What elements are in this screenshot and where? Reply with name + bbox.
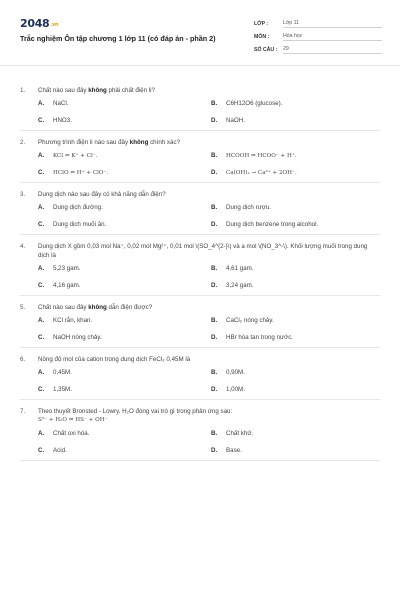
question-block (20, 79, 380, 131)
answer-option[interactable] (211, 334, 380, 341)
option-letter: A. (38, 152, 45, 159)
question-text-part: Phương trình điện li nào sau đây (38, 139, 130, 146)
answer-option[interactable] (211, 282, 380, 289)
answer-option[interactable] (38, 430, 211, 437)
option-letter: A. (38, 100, 45, 107)
answer-options (38, 204, 380, 228)
question-block (20, 400, 380, 461)
option-text: HNO3. (53, 117, 72, 124)
option-letter: A. (38, 369, 45, 376)
option-letter: D. (211, 447, 218, 454)
answer-option[interactable] (38, 386, 211, 393)
option-text: 3,24 gam. (226, 282, 254, 289)
question-block (20, 296, 380, 348)
question-text-part: Dung dịch X gồm 0,03 mol Na⁺, 0,02 mol Mg²⁺, 0,01 mol \(SO_4^{2-}\) và a mol \(NO_3^-\). Khối lượng muối trong dung dịch là (38, 243, 368, 259)
option-text: HClO ⇌ H⁺ + ClO⁻. (53, 170, 109, 176)
question-text (38, 138, 380, 147)
answer-option[interactable] (38, 369, 211, 376)
question-text-part: Theo thuyết Bronsted - Lowry, H₂O đóng vai trò gì trong phản ứng sau: (38, 408, 233, 415)
option-text: NaOH nóng chảy. (53, 334, 102, 341)
meta-label: LỚP : (254, 20, 269, 27)
option-text: HCOOH ⇌ HCOO⁻ + H⁺. (226, 153, 297, 159)
site-logo[interactable] (20, 17, 58, 30)
answer-option[interactable] (211, 100, 380, 107)
option-text: HBr hòa tan trong nước. (226, 334, 294, 341)
option-text: Base. (226, 447, 242, 454)
option-letter: C. (38, 169, 45, 176)
question-text-part: chính xác? (148, 139, 181, 146)
answer-option[interactable] (38, 221, 211, 228)
question-text (38, 407, 380, 416)
answer-option[interactable] (211, 152, 380, 159)
answer-options (38, 265, 380, 289)
option-letter: A. (38, 265, 45, 272)
option-letter: C. (38, 386, 45, 393)
meta-row-count (254, 43, 382, 56)
answer-option[interactable] (211, 430, 380, 437)
answer-option[interactable] (38, 152, 211, 159)
option-letter: B. (211, 265, 218, 272)
meta-label: SỐ CÂU : (254, 46, 278, 53)
question-block (20, 183, 380, 235)
answer-options (38, 152, 380, 176)
option-letter: B. (211, 204, 218, 211)
question-text-part: phải chất điện li? (106, 87, 155, 94)
answer-options (38, 317, 380, 341)
option-letter: A. (38, 430, 45, 437)
question-text-part: Chất nào sau đây (38, 304, 89, 311)
option-letter: B. (211, 317, 218, 324)
question-text-part: Nồng độ mol của cation trong dung dịch FeCl₃ 0,45M là (38, 356, 191, 363)
question-number: 1. (20, 87, 26, 94)
option-letter: B. (211, 369, 218, 376)
answer-option[interactable] (211, 169, 380, 176)
option-letter: C. (38, 221, 45, 228)
answer-option[interactable] (38, 204, 211, 211)
option-text: 0,90M. (226, 369, 245, 376)
option-text: Dung dịch benzene trong alcohol. (226, 221, 319, 228)
question-block (20, 235, 380, 296)
meta-value: 29 (283, 45, 382, 54)
meta-info (254, 17, 382, 56)
option-text: 1,35M. (53, 386, 72, 393)
question-text (38, 86, 380, 95)
option-text: Ca(OH)₂ → Ca²⁺ + 2OH⁻. (226, 170, 297, 176)
worksheet-header (0, 0, 400, 66)
option-letter: D. (211, 117, 218, 124)
question-number: 5. (20, 304, 26, 311)
question-number: 3. (20, 191, 26, 198)
answer-option[interactable] (211, 369, 380, 376)
meta-label: MÔN : (254, 33, 270, 40)
option-text: Chất khử. (226, 430, 254, 437)
answer-options (38, 369, 380, 393)
option-letter: B. (211, 430, 218, 437)
option-text: CaCl₂ nóng chảy. (226, 317, 274, 324)
question-number: 7. (20, 408, 26, 415)
option-text: NaOH. (226, 117, 245, 124)
answer-options (38, 100, 380, 124)
answer-option[interactable] (38, 169, 211, 176)
answer-option[interactable] (211, 317, 380, 324)
logo-text: 2048 (20, 17, 50, 30)
option-text: NaCl. (53, 100, 69, 107)
option-text: C6H12O6 (glucose). (226, 100, 283, 107)
option-letter: C. (38, 447, 45, 454)
option-letter: C. (38, 334, 45, 341)
option-text: Dung dịch rượu. (226, 204, 272, 211)
question-text (38, 242, 380, 260)
answer-option[interactable] (38, 100, 211, 107)
question-block (20, 348, 380, 400)
question-emphasis: không (88, 304, 107, 311)
question-list (0, 66, 400, 461)
question-emphasis: không (129, 139, 149, 146)
option-text: 0,45M. (53, 369, 72, 376)
question-number: 6. (20, 356, 26, 363)
meta-row-subject (254, 30, 382, 43)
option-text: Dung dịch muối ăn. (53, 221, 107, 228)
option-text: 4,61 gam. (226, 265, 254, 272)
option-letter: A. (38, 204, 45, 211)
document-title: Trắc nghiệm Ôn tập chương 1 lớp 11 (có đáp án - phần 2) (20, 34, 216, 43)
option-text: 5,23 gam. (53, 265, 81, 272)
answer-option[interactable] (211, 117, 380, 124)
question-block (20, 131, 380, 183)
option-letter: A. (38, 317, 45, 324)
answer-option[interactable] (211, 447, 380, 454)
option-letter: D. (211, 169, 218, 176)
option-letter: C. (38, 282, 45, 289)
answer-option[interactable] (38, 334, 211, 341)
answer-option[interactable] (211, 204, 380, 211)
question-text (38, 355, 380, 364)
question-number: 2. (20, 139, 26, 146)
option-text: KCl rắn, khan. (53, 317, 93, 324)
option-text: 4,16 gam. (53, 282, 81, 289)
meta-value: Hóa học (283, 32, 382, 41)
option-letter: C. (38, 117, 45, 124)
logo-suffix: .vn (50, 22, 59, 28)
answer-option[interactable] (211, 221, 380, 228)
option-text: Acid. (53, 447, 67, 454)
option-letter: D. (211, 282, 218, 289)
option-letter: D. (211, 386, 218, 393)
question-text (38, 303, 380, 312)
answer-option[interactable] (38, 317, 211, 324)
meta-row-class (254, 17, 382, 30)
answer-option[interactable] (38, 265, 211, 272)
option-text: Chất oxi hóa. (53, 430, 90, 437)
question-text (38, 190, 380, 199)
question-emphasis: không (88, 87, 107, 94)
answer-option[interactable] (38, 117, 211, 124)
meta-value: Lớp 11 (283, 19, 382, 28)
option-text: 1,00M. (226, 386, 245, 393)
answer-options (38, 430, 380, 454)
option-letter: D. (211, 221, 218, 228)
question-text-part: Chất nào sau đây (38, 87, 89, 94)
question-text-part: dẫn điện được? (106, 304, 153, 311)
option-text: Dung dịch đường. (53, 204, 103, 211)
answer-option[interactable] (38, 282, 211, 289)
option-letter: D. (211, 334, 218, 341)
question-text-part: Dung dịch nào sau đây có khả năng dẫn điện? (38, 191, 166, 198)
reaction-equation: S²⁻ + H₂O ⇌ HS⁻ + OH⁻ (38, 417, 108, 423)
option-text: KCl ⇌ K⁺ + Cl⁻. (53, 153, 98, 159)
option-letter: B. (211, 152, 218, 159)
answer-option[interactable] (211, 386, 380, 393)
question-number: 4. (20, 243, 26, 250)
answer-option[interactable] (38, 447, 211, 454)
option-letter: B. (211, 100, 218, 107)
answer-option[interactable] (211, 265, 380, 272)
